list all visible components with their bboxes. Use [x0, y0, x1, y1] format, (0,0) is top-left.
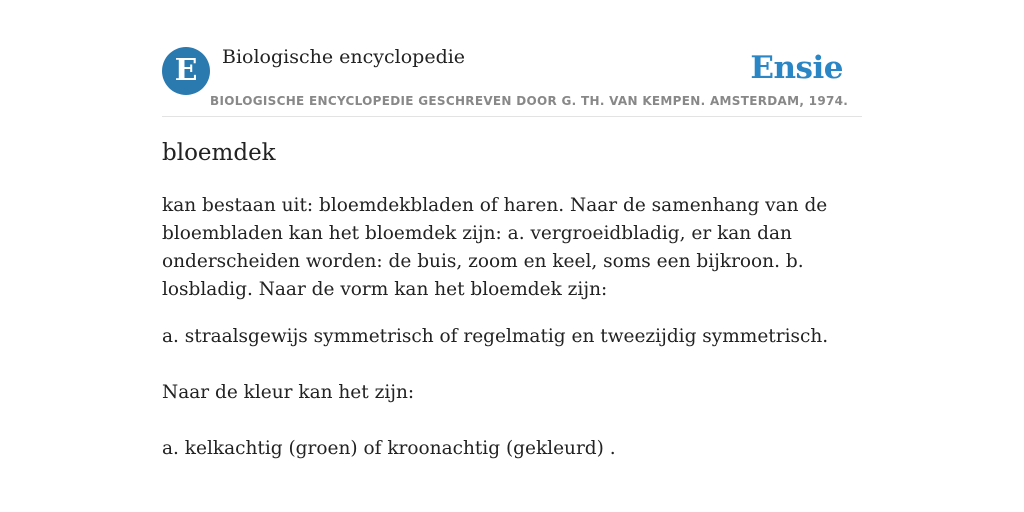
- header: [162, 0, 862, 117]
- encyclopedia-subtitle: BIOLOGISCHE ENCYCLOPEDIE GESCHREVEN DOOR G. TH. VAN KEMPEN. AMSTERDAM, 1974.: [210, 94, 849, 108]
- entry-paragraph: a. kelkachtig (groen) of kroonachtig (gekleurd) .: [162, 438, 616, 459]
- encyclopedia-logo[interactable]: E: [162, 47, 210, 95]
- encyclopedia-title-link[interactable]: Biologische encyclopedie: [222, 46, 466, 68]
- entry-paragraph: kan bestaan uit: bloemdekbladen of haren. Naar de samenhang van de bloembladen kan het bloemdek zijn: a. vergroeidbladig, er kan dan onderscheiden worden: de buis, zoom en keel, soms een bijkroon. b. losbladig. Naar de vorm kan het bloemdek zijn:: [162, 195, 828, 300]
- page-title: bloemdek: [162, 140, 276, 166]
- ensie-brand-link[interactable]: Ensie: [750, 50, 843, 86]
- entry-paragraph: Naar de kleur kan het zijn:: [162, 382, 415, 403]
- entry-paragraph: a. straalsgewijs symmetrisch of regelmatig en tweezijdig symmetrisch.: [162, 326, 829, 347]
- page: [162, 0, 862, 459]
